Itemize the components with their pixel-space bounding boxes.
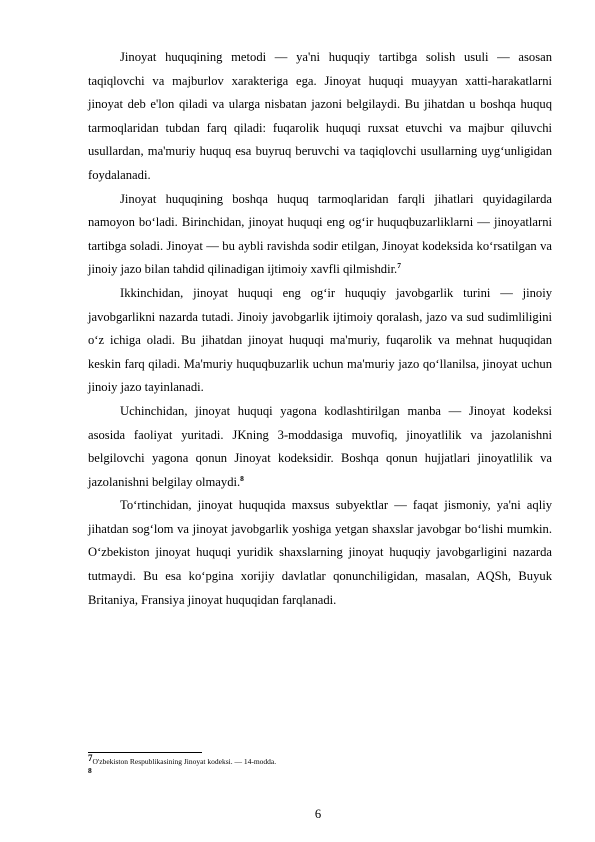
paragraph-second [88, 282, 552, 400]
footnote-number: 8 [88, 766, 92, 775]
paragraph-text: Jinoyat huquqining metodi — ya'ni huquqiy tartibga solish usuli — asosan taqiqlovchi va majburlov xarakteriga ega. Jinoyat huquqi muayyan xatti-harakatlarni jinoyat deb e'lon qiladi va ularga nisbatan jazoni belgilaydi. Bu jihatdan u boshqa huquq tarmoqlaridan tubdan farq qiladi: fuqarolik huquqi ruxsat etuvchi va majbur qiluvchi usullardan, ma'muriy huquq esa buyruq beruvchi va taqiqlovchi usullarning uyg‘unligidan foydalanadi. [88, 50, 552, 182]
footnote-7 [88, 753, 552, 767]
footnote-divider [88, 752, 202, 753]
paragraph-method [88, 46, 552, 188]
paragraph-fourth [88, 494, 552, 612]
footnote-reference[interactable]: 8 [240, 473, 244, 483]
page-number: 6 [314, 807, 322, 821]
footnote-8 [88, 767, 552, 778]
paragraph-differences [88, 188, 552, 282]
footnote-reference[interactable]: 7 [397, 261, 401, 271]
footnote-number: 7 [88, 753, 93, 763]
body-text [88, 46, 552, 612]
paragraph-third [88, 400, 552, 494]
paragraph-text: To‘rtinchidan, jinoyat huquqida maxsus subyektlar — faqat jismoniy, ya'ni aqliy jihatdan sog‘lom va jinoyat javobgarlik yoshiga yetgan shaxslar javobgar bo‘lishi mumkin. O‘zbekiston jinoyat huquqi yuridik shaxslarning jinoyat huquqiy javobgarligini nazarda tutmaydi. Bu esa ko‘pgina xorijiy davlatlar qonunchiligidan, masalan, AQSh, Buyuk Britaniya, Fransiya jinoyat huquqidan farqlanadi. [88, 498, 552, 607]
footnote-text: O'zbekiston Respublikasining Jinoyat kodeksi. — 14-modda. [92, 757, 277, 766]
footnotes [88, 753, 552, 778]
paragraph-text: Jinoyat huquqining boshqa huquq tarmoqlaridan farqli jihatlari quyidagilarda namoyon bo‘ladi. Birinchidan, jinoyat huquqi eng og‘ir huquqbuzarliklarni — jinoyatlarni tartibga soladi. Jinoyat — bu aybli ravishda sodir etilgan, Jinoyat kodeksida ko‘rsatilgan va jinoiy jazo bilan tahdid qilinadigan ijtimoiy xavfli qilmishdir. [88, 191, 552, 277]
paragraph-text: Ikkinchidan, jinoyat huquqi eng og‘ir huquqiy javobgarlik turini — jinoiy javobgarlikni nazarda tutadi. Jinoiy javobgarlik ijtimoiy qoralash, jazo va sud sudimliligini o‘z ichiga oladi. Bu jihatdan jinoyat huquqi ma'muriy, fuqarolik va mehnat huquqidan keskin farq qiladi. Ma'muriy huquqbuzarlik uchun ma'muriy jazo qo‘llanilsa, jinoyat uchun jinoiy jazo tayinlanadi. [88, 285, 552, 395]
paragraph-text: Uchinchidan, jinoyat huquqi yagona kodlashtirilgan manba — Jinoyat kodeksi asosida faoliyat yuritadi. JKning 3-moddasiga muvofiq, jinoyatlilik va jazolanishni belgilovchi yagona qonun Jinoyat kodeksidir. Boshqa qonun hujjatlari jinoyatlilik va jazolanishni belgilay olmaydi. [88, 403, 552, 489]
